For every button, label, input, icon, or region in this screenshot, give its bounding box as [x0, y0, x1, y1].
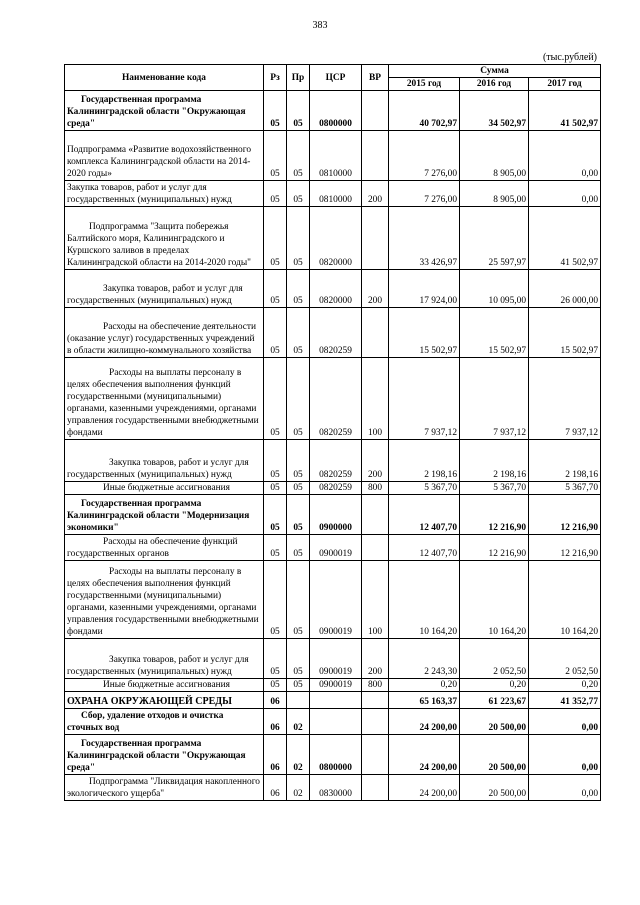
row-2017: 0,00	[529, 775, 601, 801]
row-vr: 100	[362, 561, 389, 639]
row-2015: 24 200,00	[389, 735, 460, 775]
row-2015: 7 937,12	[389, 358, 460, 440]
row-2017: 2 198,16	[529, 440, 601, 482]
row-2017: 15 502,97	[529, 308, 601, 358]
row-vr: 200	[362, 270, 389, 308]
row-pr: 05	[287, 482, 310, 495]
row-pr: 02	[287, 735, 310, 775]
row-name: Государственная программа Калининградской области "Окружающая среда"	[65, 735, 264, 775]
row-pr: 05	[287, 440, 310, 482]
row-2017: 0,00	[529, 709, 601, 735]
row-name: Подпрограмма "Защита побережья Балтийского моря, Калининградского и Куршского заливов в пределах Калининградской области на 2014-2020 годы"	[65, 207, 264, 270]
row-pr: 05	[287, 561, 310, 639]
table-row	[65, 561, 601, 639]
page-number: 383	[312, 20, 328, 31]
row-rz: 05	[264, 207, 287, 270]
row-pr: 05	[287, 358, 310, 440]
row-rz: 06	[264, 735, 287, 775]
header-sum: Сумма	[389, 65, 601, 78]
row-2016: 20 500,00	[460, 775, 529, 801]
row-name: Расходы на обеспечение деятельности (оказание услуг) государственных учреждений в области жилищно-коммунального хозяйства	[65, 308, 264, 358]
header-2017: 2017 год	[529, 78, 601, 91]
row-pr: 05	[287, 639, 310, 679]
table-row	[65, 308, 601, 358]
row-2015: 5 367,70	[389, 482, 460, 495]
budget-table	[64, 64, 601, 801]
row-2016: 20 500,00	[460, 735, 529, 775]
row-2016: 12 216,90	[460, 495, 529, 535]
row-pr: 05	[287, 131, 310, 181]
row-name: Государственная программа Калининградской области "Модернизация экономики"	[65, 495, 264, 535]
header-rz: Рз	[264, 65, 287, 91]
row-2016: 12 216,90	[460, 535, 529, 561]
row-2017: 2 052,50	[529, 639, 601, 679]
table-row	[65, 679, 601, 692]
row-rz: 06	[264, 775, 287, 801]
header-vr: ВР	[362, 65, 389, 91]
row-2015: 2 243,30	[389, 639, 460, 679]
row-pr: 05	[287, 679, 310, 692]
row-csr: 0810000	[310, 181, 362, 207]
row-vr	[362, 709, 389, 735]
row-pr: 02	[287, 775, 310, 801]
row-pr: 05	[287, 207, 310, 270]
row-csr: 0900019	[310, 535, 362, 561]
row-csr	[310, 692, 362, 709]
row-pr	[287, 692, 310, 709]
row-csr: 0800000	[310, 735, 362, 775]
row-csr: 0900019	[310, 561, 362, 639]
row-2015: 10 164,20	[389, 561, 460, 639]
row-rz: 06	[264, 692, 287, 709]
table-row	[65, 440, 601, 482]
row-pr: 05	[287, 181, 310, 207]
row-vr	[362, 308, 389, 358]
row-name: Закупка товаров, работ и услуг для государственных (муниципальных) нужд	[65, 270, 264, 308]
row-vr: 200	[362, 440, 389, 482]
row-csr: 0900019	[310, 639, 362, 679]
row-name: Государственная программа Калининградской области "Окружающая среда"	[65, 91, 264, 131]
row-name: ОХРАНА ОКРУЖАЮЩЕЙ СРЕДЫ	[65, 692, 264, 709]
row-name: Закупка товаров, работ и услуг для государственных (муниципальных) нужд	[65, 181, 264, 207]
table-row	[65, 535, 601, 561]
row-rz: 05	[264, 495, 287, 535]
row-2016: 15 502,97	[460, 308, 529, 358]
table-row	[65, 207, 601, 270]
row-name: Закупка товаров, работ и услуг для государственных (муниципальных) нужд	[65, 440, 264, 482]
table-row	[65, 495, 601, 535]
row-name: Расходы на выплаты персоналу в целях обеспечения выполнения функций государственными (муниципальными) органами, казенными учреждениями, органами управления государственными внебюджетными фондами	[65, 358, 264, 440]
row-rz: 05	[264, 535, 287, 561]
row-2015: 40 702,97	[389, 91, 460, 131]
row-2017: 41 352,77	[529, 692, 601, 709]
row-2015: 15 502,97	[389, 308, 460, 358]
row-pr: 02	[287, 709, 310, 735]
header-name: Наименование кода	[65, 65, 264, 91]
row-name: Подпрограмма «Развитие водохозяйственного комплекса Калининградской области на 2014-2020 годы»	[65, 131, 264, 181]
table-row	[65, 709, 601, 735]
row-2015: 7 276,00	[389, 131, 460, 181]
row-name: Расходы на обеспечение функций государственных органов	[65, 535, 264, 561]
row-2015: 24 200,00	[389, 709, 460, 735]
row-rz: 05	[264, 639, 287, 679]
row-2017: 41 502,97	[529, 207, 601, 270]
row-2016: 34 502,97	[460, 91, 529, 131]
row-csr: 0820259	[310, 358, 362, 440]
table-row	[65, 692, 601, 709]
row-2015: 0,20	[389, 679, 460, 692]
row-2017: 26 000,00	[529, 270, 601, 308]
row-vr: 800	[362, 482, 389, 495]
row-2016: 8 905,00	[460, 181, 529, 207]
row-2015: 2 198,16	[389, 440, 460, 482]
row-vr	[362, 692, 389, 709]
row-csr: 0820259	[310, 482, 362, 495]
row-rz: 05	[264, 270, 287, 308]
row-2016: 10 095,00	[460, 270, 529, 308]
row-2017: 0,00	[529, 131, 601, 181]
row-vr	[362, 495, 389, 535]
row-2016: 2 198,16	[460, 440, 529, 482]
row-2016: 20 500,00	[460, 709, 529, 735]
row-rz: 05	[264, 131, 287, 181]
row-pr: 05	[287, 308, 310, 358]
row-2017: 10 164,20	[529, 561, 601, 639]
row-2016: 10 164,20	[460, 561, 529, 639]
row-csr: 0800000	[310, 91, 362, 131]
row-rz: 05	[264, 440, 287, 482]
row-csr: 0820000	[310, 207, 362, 270]
row-vr	[362, 735, 389, 775]
table-row	[65, 775, 601, 801]
table-row	[65, 131, 601, 181]
row-2016: 25 597,97	[460, 207, 529, 270]
row-2015: 17 924,00	[389, 270, 460, 308]
row-rz: 05	[264, 181, 287, 207]
row-2016: 7 937,12	[460, 358, 529, 440]
row-rz: 05	[264, 561, 287, 639]
row-vr	[362, 207, 389, 270]
row-2015: 65 163,37	[389, 692, 460, 709]
row-2015: 24 200,00	[389, 775, 460, 801]
row-pr: 05	[287, 91, 310, 131]
row-rz: 05	[264, 91, 287, 131]
row-2016: 0,20	[460, 679, 529, 692]
row-csr: 0900000	[310, 495, 362, 535]
row-2017: 0,00	[529, 735, 601, 775]
row-2015: 7 276,00	[389, 181, 460, 207]
row-csr	[310, 709, 362, 735]
row-pr: 05	[287, 535, 310, 561]
row-vr: 200	[362, 181, 389, 207]
row-name: Подпрограмма "Ликвидация накопленного экологического ущерба"	[65, 775, 264, 801]
table-row	[65, 91, 601, 131]
row-rz: 06	[264, 709, 287, 735]
row-2016: 8 905,00	[460, 131, 529, 181]
row-2015: 33 426,97	[389, 207, 460, 270]
table-row	[65, 358, 601, 440]
row-csr: 0830000	[310, 775, 362, 801]
row-2017: 7 937,12	[529, 358, 601, 440]
row-2017: 5 367,70	[529, 482, 601, 495]
row-csr: 0820000	[310, 270, 362, 308]
row-2017: 0,00	[529, 181, 601, 207]
table-row	[65, 639, 601, 679]
row-rz: 05	[264, 482, 287, 495]
row-vr: 100	[362, 358, 389, 440]
row-csr: 0820259	[310, 308, 362, 358]
table-row	[65, 482, 601, 495]
row-rz: 05	[264, 308, 287, 358]
table-row	[65, 270, 601, 308]
row-pr: 05	[287, 270, 310, 308]
row-csr: 0900019	[310, 679, 362, 692]
row-name: Иные бюджетные ассигнования	[65, 679, 264, 692]
header-csr: ЦСР	[310, 65, 362, 91]
table-row	[65, 181, 601, 207]
row-2017: 12 216,90	[529, 535, 601, 561]
row-vr	[362, 775, 389, 801]
header-2016: 2016 год	[460, 78, 529, 91]
row-vr: 200	[362, 639, 389, 679]
row-csr: 0810000	[310, 131, 362, 181]
row-2015: 12 407,70	[389, 535, 460, 561]
row-csr: 0820259	[310, 440, 362, 482]
row-2016: 61 223,67	[460, 692, 529, 709]
row-name: Иные бюджетные ассигнования	[65, 482, 264, 495]
row-2017: 0,20	[529, 679, 601, 692]
row-vr	[362, 535, 389, 561]
unit-note: (тыс.рублей)	[542, 52, 597, 63]
row-2017: 41 502,97	[529, 91, 601, 131]
row-name: Закупка товаров, работ и услуг для государственных (муниципальных) нужд	[65, 639, 264, 679]
row-2015: 12 407,70	[389, 495, 460, 535]
row-vr: 800	[362, 679, 389, 692]
row-2016: 2 052,50	[460, 639, 529, 679]
row-name: Расходы на выплаты персоналу в целях обеспечения выполнения функций государственными (муниципальными) органами, казенными учреждениями, органами управления государственными внебюджетными фондами	[65, 561, 264, 639]
row-rz: 05	[264, 679, 287, 692]
row-vr	[362, 131, 389, 181]
table-row	[65, 735, 601, 775]
row-2017: 12 216,90	[529, 495, 601, 535]
row-2016: 5 367,70	[460, 482, 529, 495]
header-2015: 2015 год	[389, 78, 460, 91]
row-pr: 05	[287, 495, 310, 535]
row-vr	[362, 91, 389, 131]
header-pr: Пр	[287, 65, 310, 91]
row-rz: 05	[264, 358, 287, 440]
row-name: Сбор, удаление отходов и очистка сточных вод	[65, 709, 264, 735]
